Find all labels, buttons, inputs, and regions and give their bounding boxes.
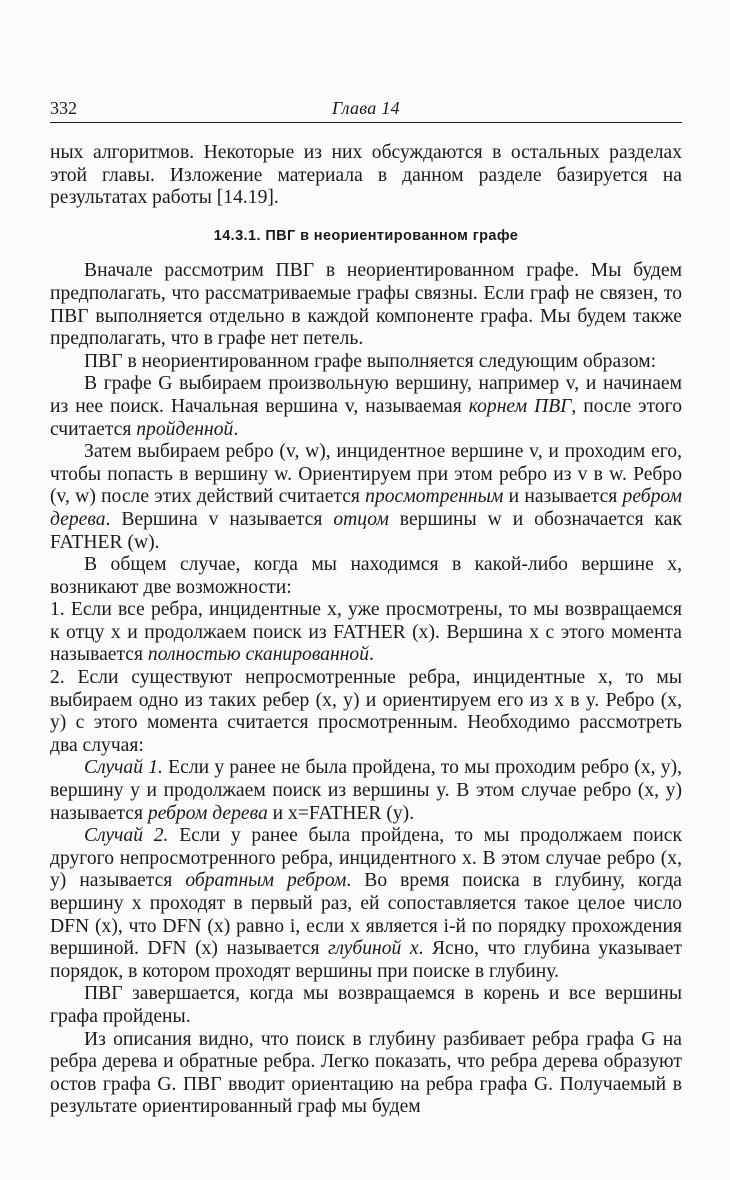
p3-text-c: , после этого считается: [50, 395, 682, 440]
subsection-title: ПВГ в неориентированном графе: [265, 227, 519, 244]
term-fully-scanned: полностью сканированной: [147, 644, 370, 666]
term-depth: глубиной x: [327, 938, 419, 960]
paragraph-1: Вначале рассмотрим ПВГ в неориентированном графе. Мы будем предполагать, что рассматриваемые графы связны. Если граф не связен, то ПВГ выполняется отдельно в каждой компоненте графа. Мы будем также предполагать, что в графе нет петель.: [50, 260, 682, 350]
paragraph-9: [50, 825, 682, 983]
paragraph-7: 2. Если существуют непросмотренные ребра, инцидентные x, то мы выбираем одно из таких ребер (x, y) и ориентируем его из x в y. Ребро (x, y) с этого момента считается просмотренным. Необходимо рассмотреть два случая:: [50, 667, 682, 756]
paragraph-4: [50, 441, 682, 554]
paragraph-6: [50, 599, 682, 667]
subsection-heading: [50, 225, 682, 248]
p4-text-a: Затем выбираем ребро (v, w), инцидентное вершине v, и проходим его, чтобы попасть в вершину w. Ориентируем при этом ребро из v в w. Ребро (v, w) после этих действий считается: [50, 441, 682, 508]
page-number: 332: [50, 98, 77, 118]
p8-text-d: и x=FATHER (y).: [267, 802, 415, 824]
p6-text-c: .: [369, 644, 374, 666]
paragraph-10: ПВГ завершается, когда мы возвращаемся в корень и все вершины графа пройдены.: [50, 983, 682, 1027]
term-examined: просмотренным: [365, 486, 504, 508]
p9-text-f: . Ясно, что глубина указывает порядок, в котором проходят вершины при поиске в глубину.: [50, 938, 682, 982]
page-body: [50, 142, 682, 1119]
paragraph-8: [50, 757, 682, 825]
intro-paragraph: ных алгоритмов. Некоторые из них обсуждаются в остальных разделах этой главы. Изложение материала в данном разделе базируется на результатах работы [14.19].: [50, 142, 682, 209]
p6-text-a: 1. Если все ребра, инцидентные x, уже просмотрены, то мы возвращаемся к отцу x и продолжаем поиск из FATHER (x). Вершина x с этого момента называется: [50, 599, 682, 666]
case-1-label: Случай 1.: [84, 757, 163, 779]
paragraph-11: Из описания видно, что поиск в глубину разбивает ребра графа G на ребра дерева и обратные ребра. Легко показать, что ребра дерева образуют остов графа G. ПВГ вводит ориентацию на ребра графа G. Получаемый в результате ориентированный граф мы будем: [50, 1028, 682, 1118]
subsection-number: 14.3.1.: [213, 227, 261, 244]
p9-text-d: . Во время поиска в глубину, когда вершину x проходят в первый раз, ей сопоставляется такое целое число DFN (x), что DFN (x) равно i, если x является i-й по порядку прохождения вершиной. DFN (x) называется: [50, 870, 682, 960]
term-tree-edge: ребром дерева: [50, 486, 682, 530]
p9-text-b: Если y ранее была пройдена, то мы продолжаем поиск другого непросмотренного ребра, инцидентного x. В этом случае ребро (x, y) называется: [50, 825, 682, 892]
p3-text-e: .: [233, 418, 239, 440]
term-dfs-root: корнем ПВГ: [468, 395, 572, 417]
paragraph-5: В общем случае, когда мы находимся в какой-либо вершине x, возникают две возможности:: [50, 554, 682, 598]
p3-text-a: В графе G выбираем произвольную вершину, например v, и начинаем из нее поиск. Начальная вершина v, называемая: [50, 373, 682, 417]
p4-text-c: и называется: [503, 486, 623, 508]
p4-text-g: вершины w и обозначается как FATHER (w).: [50, 508, 682, 553]
page-header: [50, 98, 682, 123]
term-back-edge: обратным ребром: [185, 870, 347, 892]
term-father: отцом: [333, 508, 389, 530]
paragraph-3: [50, 373, 682, 441]
paragraph-2: ПВГ в неориентированном графе выполняется следующим образом:: [84, 350, 657, 372]
p4-text-e: . Вершина v называется: [105, 508, 334, 530]
p8-text-b: Если y ранее не была пройдена, то мы проходим ребро (x, y), вершину y и продолжаем поиск из вершины y. В этом случае ребро (x, y) называется: [50, 757, 682, 824]
term-visited: пройденной: [136, 418, 234, 440]
case-2-label: Случай 2.: [84, 825, 169, 847]
term-tree-edge-2: ребром дерева: [147, 802, 268, 824]
running-head: Глава 14: [332, 98, 400, 118]
